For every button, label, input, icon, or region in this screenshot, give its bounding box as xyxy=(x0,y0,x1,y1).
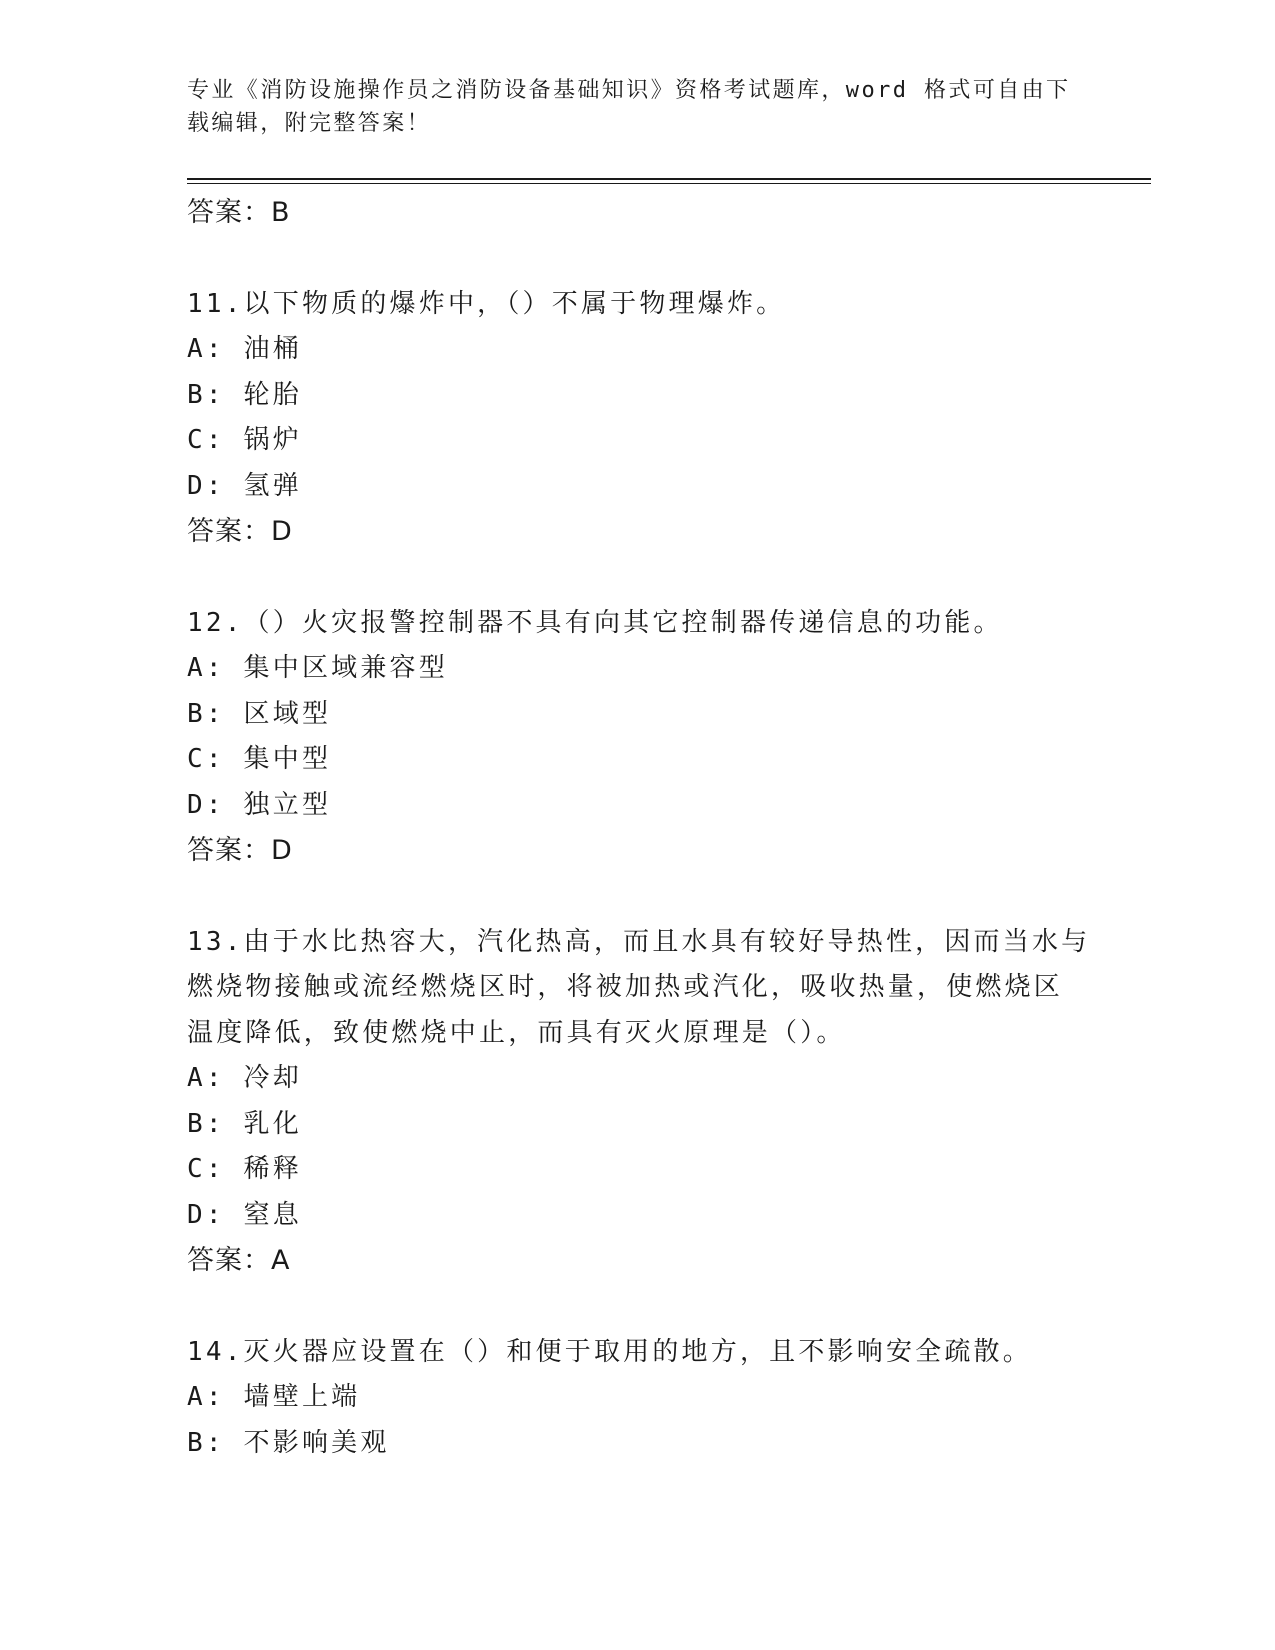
spacer xyxy=(187,1284,1087,1330)
option-b: B: 不影响美观 xyxy=(187,1427,390,1458)
question-11 xyxy=(187,282,1087,555)
question-stem: 12.（）火灾报警控制器不具有向其它控制器传递信息的功能。 xyxy=(187,607,1003,638)
question-stem-line-2: 燃烧物接触或流经燃烧区时，将被加热或汽化，吸收热量，使燃烧区 xyxy=(187,972,1064,1002)
header-divider-thick xyxy=(187,178,1151,180)
option-b: B: 区域型 xyxy=(187,698,332,729)
header-line-1: 专业《消防设施操作员之消防设备基础知识》资格考试题库，word 格式可自由下 xyxy=(187,78,1071,103)
spacer xyxy=(187,236,1087,282)
spacer xyxy=(187,874,1087,920)
option-d: D: 窒息 xyxy=(187,1199,302,1230)
option-b: B: 轮胎 xyxy=(187,379,302,410)
question-13 xyxy=(187,920,1091,1284)
question-14 xyxy=(187,1330,1087,1467)
option-d: D: 氢弹 xyxy=(187,470,302,501)
document-header xyxy=(187,74,1087,140)
question-list xyxy=(187,190,1091,1466)
option-c: C: 锅炉 xyxy=(187,425,302,455)
option-b: B: 乳化 xyxy=(187,1108,302,1139)
option-a: A: 集中区域兼容型 xyxy=(187,653,448,683)
question-stem-line-3: 温度降低，致使燃烧中止，而具有灭火原理是（）。 xyxy=(187,1017,846,1048)
spacer xyxy=(187,555,1087,601)
option-d: D: 独立型 xyxy=(187,789,332,820)
option-c: C: 稀释 xyxy=(187,1154,302,1184)
option-a: A: 油桶 xyxy=(187,334,302,364)
question-stem-line-1: 13.由于水比热容大，汽化热高，而且水具有较好导热性，因而当水与 xyxy=(187,926,1091,957)
header-divider-thin xyxy=(187,183,1151,184)
option-c: C: 集中型 xyxy=(187,744,332,774)
previous-answer: 答案：B xyxy=(187,197,291,228)
answer: 答案：D xyxy=(187,835,293,866)
header-line-2: 载编辑，附完整答案！ xyxy=(187,111,432,136)
question-stem: 14.灭火器应设置在（）和便于取用的地方，且不影响安全疏散。 xyxy=(187,1336,1032,1367)
question-stem: 11.以下物质的爆炸中，（）不属于物理爆炸。 xyxy=(187,288,786,319)
option-a: A: 冷却 xyxy=(187,1063,302,1093)
answer: 答案：D xyxy=(187,516,293,547)
option-a: A: 墙壁上端 xyxy=(187,1382,361,1412)
answer: 答案：A xyxy=(187,1245,291,1276)
question-12 xyxy=(187,601,1087,874)
